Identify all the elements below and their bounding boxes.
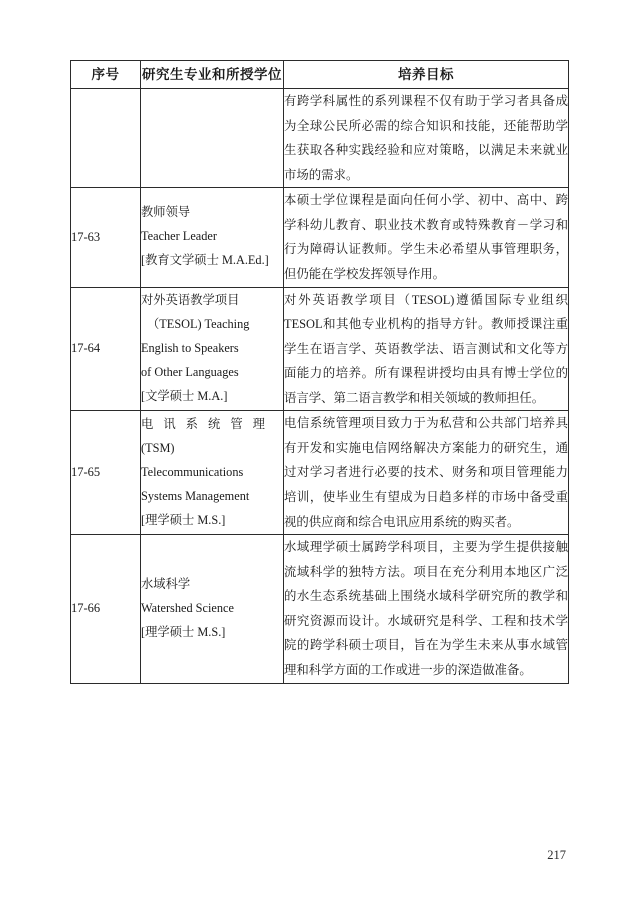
program-name-english: Watershed Science xyxy=(141,600,234,615)
cell-serial-number: 17-66 xyxy=(71,535,141,683)
program-name-english-line-3: of Other Languages xyxy=(141,364,239,379)
cell-training-objective xyxy=(284,411,569,535)
cell-program-and-degree xyxy=(141,411,284,535)
program-abbreviation: (TSM) xyxy=(141,440,175,455)
cell-serial-number: 17-63 xyxy=(71,188,141,287)
graduate-programs-table xyxy=(70,60,569,684)
program-degree: [文学硕士 M.A.] xyxy=(141,388,228,403)
cell-serial-number: 17-65 xyxy=(71,411,141,535)
column-header-serial-number: 序号 xyxy=(71,61,141,89)
program-name-chinese: 电 讯 系 统 管 理 xyxy=(141,416,265,431)
table-row xyxy=(71,411,569,535)
table-header-row xyxy=(71,61,569,89)
program-name-chinese: 对外英语教学项目 xyxy=(141,292,240,307)
program-name-english-line-1: （TESOL) Teaching xyxy=(147,316,250,331)
cell-program-and-degree xyxy=(141,535,284,683)
program-name-chinese: 教师领导 xyxy=(141,205,191,220)
column-header-training-objective: 培养目标 xyxy=(284,61,569,89)
cell-training-objective xyxy=(284,188,569,287)
objective-text: 电信系统管理项目致力于为私营和公共部门培养具有开发和实施电信网络解决方案能力的研究生，通过对学习者进行必要的技术、财务和项目管理能力培训，使毕业生有望成为日趋多样的市场中备受重视的供应商和综合电讯应用系统的购买者。 xyxy=(284,416,568,529)
table-row xyxy=(71,188,569,287)
program-name-english-line-1: Telecommunications xyxy=(141,464,244,479)
program-degree: [理学硕士 M.S.] xyxy=(141,512,226,527)
table-body xyxy=(71,89,569,684)
program-degree: [理学硕士 M.S.] xyxy=(141,624,226,639)
table-header xyxy=(71,61,569,89)
cell-training-objective xyxy=(284,287,569,411)
program-name-chinese: 水域科学 xyxy=(141,576,191,591)
table-row xyxy=(71,89,569,188)
column-header-program-and-degree: 研究生专业和所授学位 xyxy=(141,61,284,89)
cell-training-objective xyxy=(284,89,569,188)
program-name-english-line-2: English to Speakers xyxy=(141,340,239,355)
objective-text: 有跨学科属性的系列课程不仅有助于学习者具备成为全球公民所必需的综合知识和技能，还能帮助学生获取各种实践经验和应对策略，以满足未来就业市场的需求。 xyxy=(284,94,568,182)
objective-text: 水域理学硕士属跨学科项目，主要为学生提供接触流域科学的独特方法。项目在充分利用本地区广泛的水生态系统基础上围绕水域科学研究所的教学和研究资源而设计。水域研究是科学、工程和技术学院的跨学科硕士项目，旨在为学生未来从事水域管理和科学方面的工作或进一步的深造做准备。 xyxy=(284,540,568,677)
cell-serial-number: 17-64 xyxy=(71,287,141,411)
cell-program-and-degree xyxy=(141,287,284,411)
program-name-english-line-2: Systems Management xyxy=(141,488,250,503)
page-number: 217 xyxy=(547,848,566,862)
objective-text: 对外英语教学项目（TESOL)遵循国际专业组织TESOL和其他专业机构的指导方针。教师授课注重学生在语言学、英语教学法、语言测试和文化等方面能力的培养。所有课程讲授均由具有博士学位的语言学、第二语言教学和相关领域的教师担任。 xyxy=(284,292,568,405)
program-degree: [教育文学硕士 M.A.Ed.] xyxy=(141,253,269,268)
table-row xyxy=(71,287,569,411)
table-row xyxy=(71,535,569,683)
cell-serial-number xyxy=(71,89,141,188)
cell-training-objective xyxy=(284,535,569,683)
cell-program-and-degree xyxy=(141,188,284,287)
cell-program-and-degree xyxy=(141,89,284,188)
program-name-english: Teacher Leader xyxy=(141,229,217,244)
objective-text: 本硕士学位课程是面向任何小学、初中、高中、跨学科幼儿教育、职业技术教育或特殊教育－学习和行为障碍认证教师。学生未必希望从事管理职务，但仍能在学校发挥领导作用。 xyxy=(284,193,568,281)
